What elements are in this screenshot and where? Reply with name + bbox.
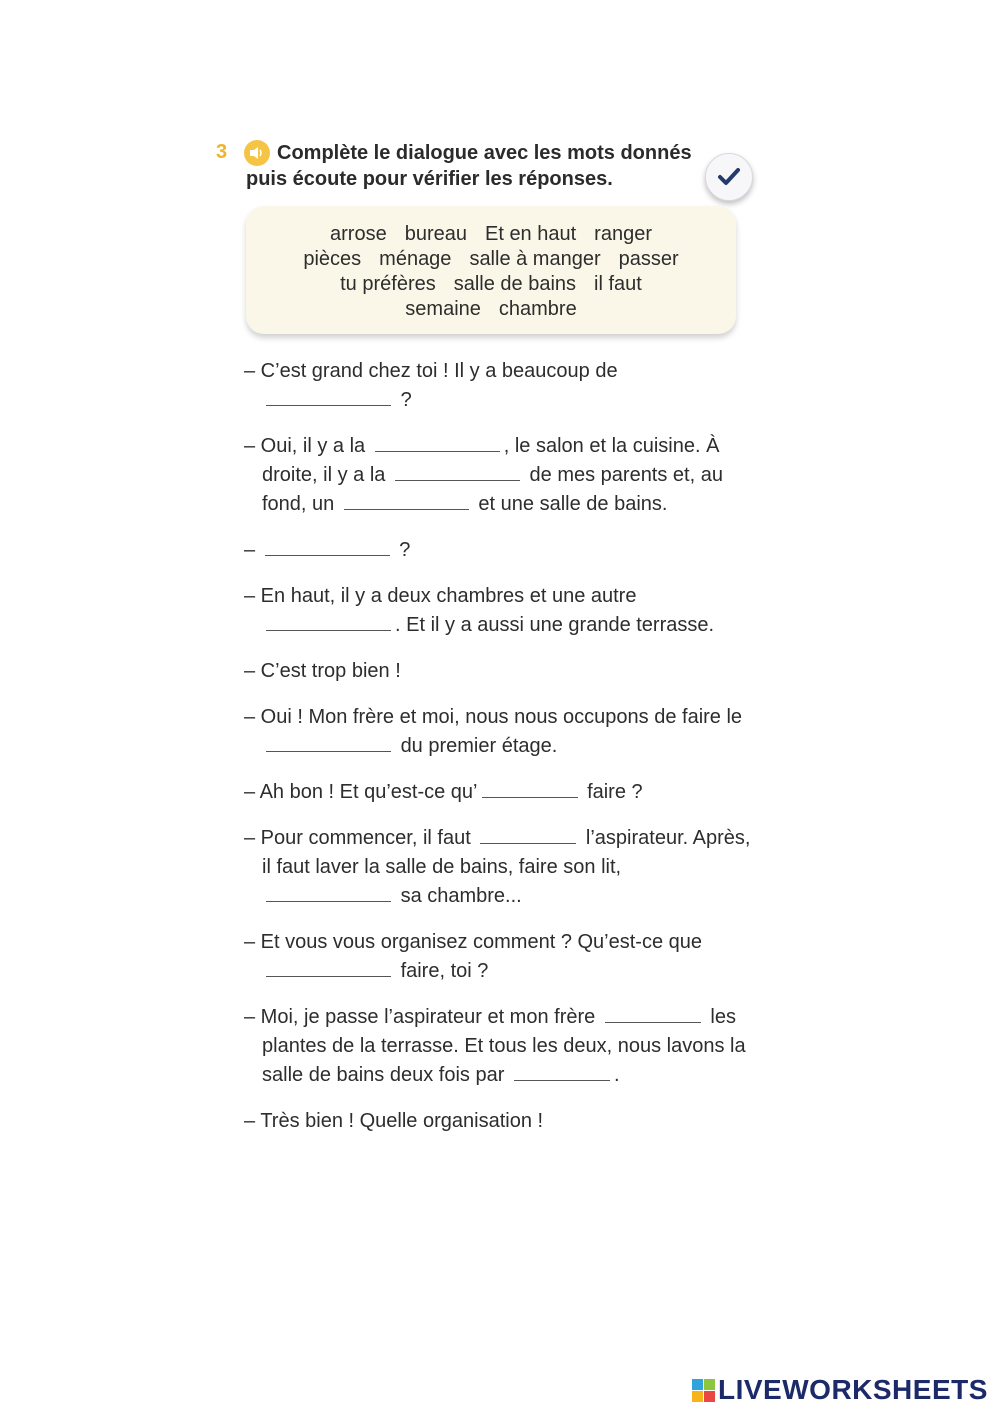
blank-4[interactable] [344, 492, 469, 510]
word-bank [246, 206, 736, 334]
word-bank-item: pièces [303, 248, 362, 270]
dialogue-text: – Oui, il y a la [244, 435, 366, 457]
dialogue-turn [244, 703, 754, 761]
blank-8[interactable] [482, 780, 578, 798]
word-bank-item: salle à manger [469, 248, 601, 270]
dialogue [244, 357, 754, 1153]
dialogue-text: . Et il y a aussi une grande terrasse. [395, 614, 715, 636]
blank-13[interactable] [514, 1063, 610, 1081]
check-answers-button[interactable] [705, 153, 753, 201]
word-bank-item: ménage [379, 248, 452, 270]
blank-12[interactable] [605, 1005, 701, 1023]
word-bank-item: il faut [594, 273, 642, 295]
word-bank-item: ranger [594, 223, 652, 245]
dialogue-turn [244, 432, 754, 519]
dialogue-text: – Très bien ! Quelle organisation ! [244, 1110, 544, 1132]
dialogue-turn [244, 1107, 754, 1136]
word-bank-item: chambre [498, 298, 577, 320]
dialogue-turn [244, 582, 754, 640]
blank-5[interactable] [265, 538, 390, 556]
dialogue-text: et une salle de bains. [478, 493, 668, 515]
dialogue-text: – Pour commencer, il faut [244, 827, 471, 849]
exercise-instruction: Complète le dialogue avec les mots donnés puis écoute pour vérifier les réponses. [246, 142, 692, 190]
word-bank-line [246, 272, 736, 297]
dialogue-text: de mes parents et, au fond, un [262, 464, 723, 515]
dialogue-text: les plantes de la terrasse. Et tous les deux, nous lavons la salle de bains deux fois par [262, 1006, 746, 1086]
dialogue-text: – Moi, je passe l’aspirateur et mon frère [244, 1006, 596, 1028]
dialogue-text: . [613, 1064, 620, 1086]
blank-9[interactable] [480, 826, 576, 844]
blank-6[interactable] [266, 613, 391, 631]
blank-10[interactable] [266, 884, 391, 902]
checkmark-icon [717, 166, 741, 188]
dialogue-turn [244, 824, 754, 911]
dialogue-text: – En haut, il y a deux chambres et une autre [244, 585, 637, 607]
dialogue-turn [244, 928, 754, 986]
dialogue-text: sa chambre... [400, 885, 522, 907]
dialogue-text: du premier étage. [400, 735, 558, 757]
dialogue-turn [244, 536, 754, 565]
dialogue-turn [244, 657, 754, 686]
dialogue-turn [244, 778, 754, 807]
dialogue-text: – [244, 539, 256, 561]
dialogue-text: – Oui ! Mon frère et moi, nous nous occupons de faire le [244, 706, 743, 728]
exercise-number: 3 [216, 141, 228, 163]
dialogue-text: – Et vous vous organisez comment ? Qu’est-ce que [244, 931, 703, 953]
word-bank-item: Et en haut [484, 223, 577, 245]
dialogue-text: ? [400, 389, 412, 411]
blank-7[interactable] [266, 734, 391, 752]
dialogue-text: faire ? [587, 781, 643, 803]
brand-text: LIVEWORKSHEETS [718, 1374, 988, 1405]
word-bank-item: tu préfères [340, 273, 436, 295]
dialogue-text: , le salon et la cuisine. À droite, il y a la [262, 435, 720, 486]
dialogue-text: – C’est grand chez toi ! Il y a beaucoup de [244, 360, 618, 382]
word-bank-item: arrose [330, 223, 387, 245]
dialogue-text: – C’est trop bien ! [244, 660, 401, 682]
word-bank-line [246, 247, 736, 272]
dialogue-text: l’aspirateur. Après, il faut laver la salle de bains, faire son lit, [262, 827, 751, 878]
word-bank-line [246, 222, 736, 247]
dialogue-turn [244, 1003, 754, 1090]
dialogue-turn [244, 357, 754, 415]
word-bank-item: salle de bains [453, 273, 577, 295]
dialogue-text: ? [399, 539, 411, 561]
dialogue-text: faire, toi ? [400, 960, 489, 982]
word-bank-item: bureau [404, 223, 467, 245]
word-bank-item: passer [618, 248, 679, 270]
dialogue-text: – Ah bon ! Et qu’est-ce qu’ [244, 781, 478, 803]
blank-3[interactable] [395, 463, 520, 481]
blank-11[interactable] [266, 959, 391, 977]
word-bank-line [246, 297, 736, 322]
blank-1[interactable] [266, 388, 391, 406]
brand-wordmark [690, 1374, 988, 1406]
blank-2[interactable] [375, 434, 500, 452]
word-bank-item: semaine [405, 298, 481, 320]
